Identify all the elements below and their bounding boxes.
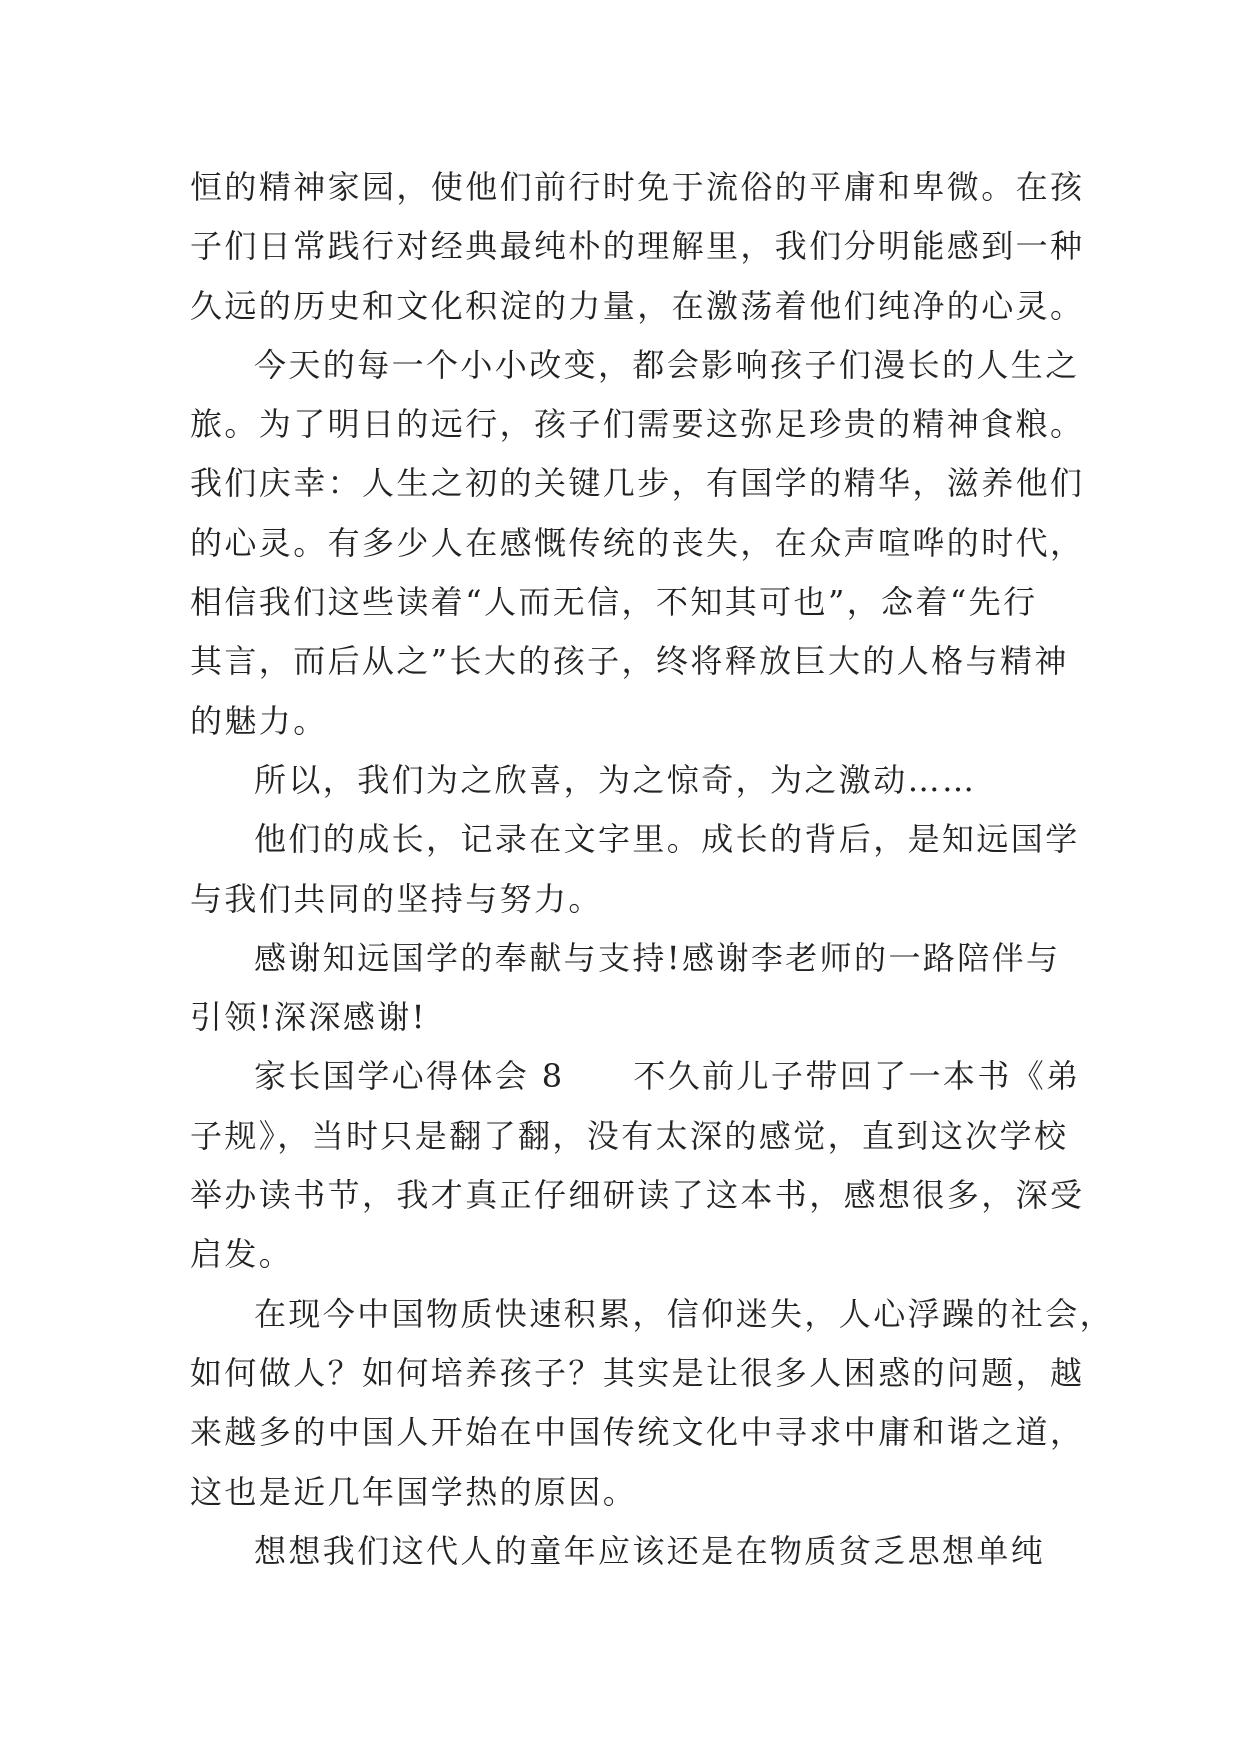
text-line: 家长国学心得体会 8 不久前儿子带回了一本书《弟 — [254, 1057, 1081, 1096]
text-line: 来越多的中国人开始在中国传统文化中寻求中庸和谐之道， — [190, 1413, 1085, 1452]
text-line: 他们的成长，记录在文字里。成长的背后，是知远国学 — [254, 820, 1080, 859]
text-line: 如何做人？如何培养孩子？其实是让很多人困惑的问题，越 — [190, 1353, 1085, 1392]
text-line: 相信我们这些读着“人而无信，不知其可也”，念着“先行 — [190, 583, 1038, 622]
paragraph-4 — [190, 810, 1080, 929]
text-line: 引领!深深感谢! — [190, 998, 427, 1037]
paragraph-1 — [190, 158, 1085, 336]
text-line: 所以，我们为之欣喜，为之惊奇，为之激动…… — [254, 760, 977, 799]
paragraph-3 — [190, 751, 1070, 810]
text-line: 旅。为了明日的远行，孩子们需要这弥足珍贵的精神食粮。 — [190, 405, 1085, 444]
text-line: 今天的每一个小小改变，都会影响孩子们漫长的人生之 — [254, 345, 1080, 384]
text-line: 的魅力。 — [190, 701, 328, 740]
paragraph-2 — [190, 336, 1085, 751]
text-line: 这也是近几年国学热的原因。 — [190, 1472, 638, 1511]
text-line: 在现今中国物质快速积累，信仰迷失，人心浮躁的社会， — [254, 1294, 1115, 1333]
text-line: 与我们共同的坚持与努力。 — [190, 879, 603, 918]
paragraph-6 — [190, 1047, 1085, 1284]
text-line: 我们庆幸：人生之初的关键几步，有国学的精华，滋养他们 — [190, 464, 1085, 503]
text-line: 感谢知远国学的奉献与支持!感谢李老师的一路陪伴与 — [254, 938, 1061, 977]
paragraph-8 — [190, 1522, 1070, 1581]
text-line: 子们日常践行对经典最纯朴的理解里，我们分明能感到一种 — [190, 227, 1085, 266]
paragraph-5 — [190, 929, 1070, 1048]
text-line: 想想我们这代人的童年应该还是在物质贫乏思想单纯 — [254, 1531, 1046, 1570]
text-line: 举办读书节，我才真正仔细研读了这本书，感想很多，深受 — [190, 1176, 1085, 1215]
body-text — [190, 158, 1115, 1581]
paragraph-7 — [190, 1285, 1115, 1522]
text-line: 的心灵。有多少人在感慨传统的丧失，在众声喧哗的时代， — [190, 523, 1085, 562]
text-line: 恒的精神家园，使他们前行时免于流俗的平庸和卑微。在孩 — [190, 168, 1085, 206]
text-line: 子规》，当时只是翻了翻，没有太深的感觉，直到这次学校 — [190, 1116, 1069, 1155]
text-line: 其言，而后从之”长大的孩子，终将释放巨大的人格与精神 — [190, 642, 1069, 681]
text-line: 启发。 — [190, 1235, 294, 1274]
text-line: 久远的历史和文化积淀的力量，在激荡着他们纯净的心灵。 — [190, 286, 1085, 325]
